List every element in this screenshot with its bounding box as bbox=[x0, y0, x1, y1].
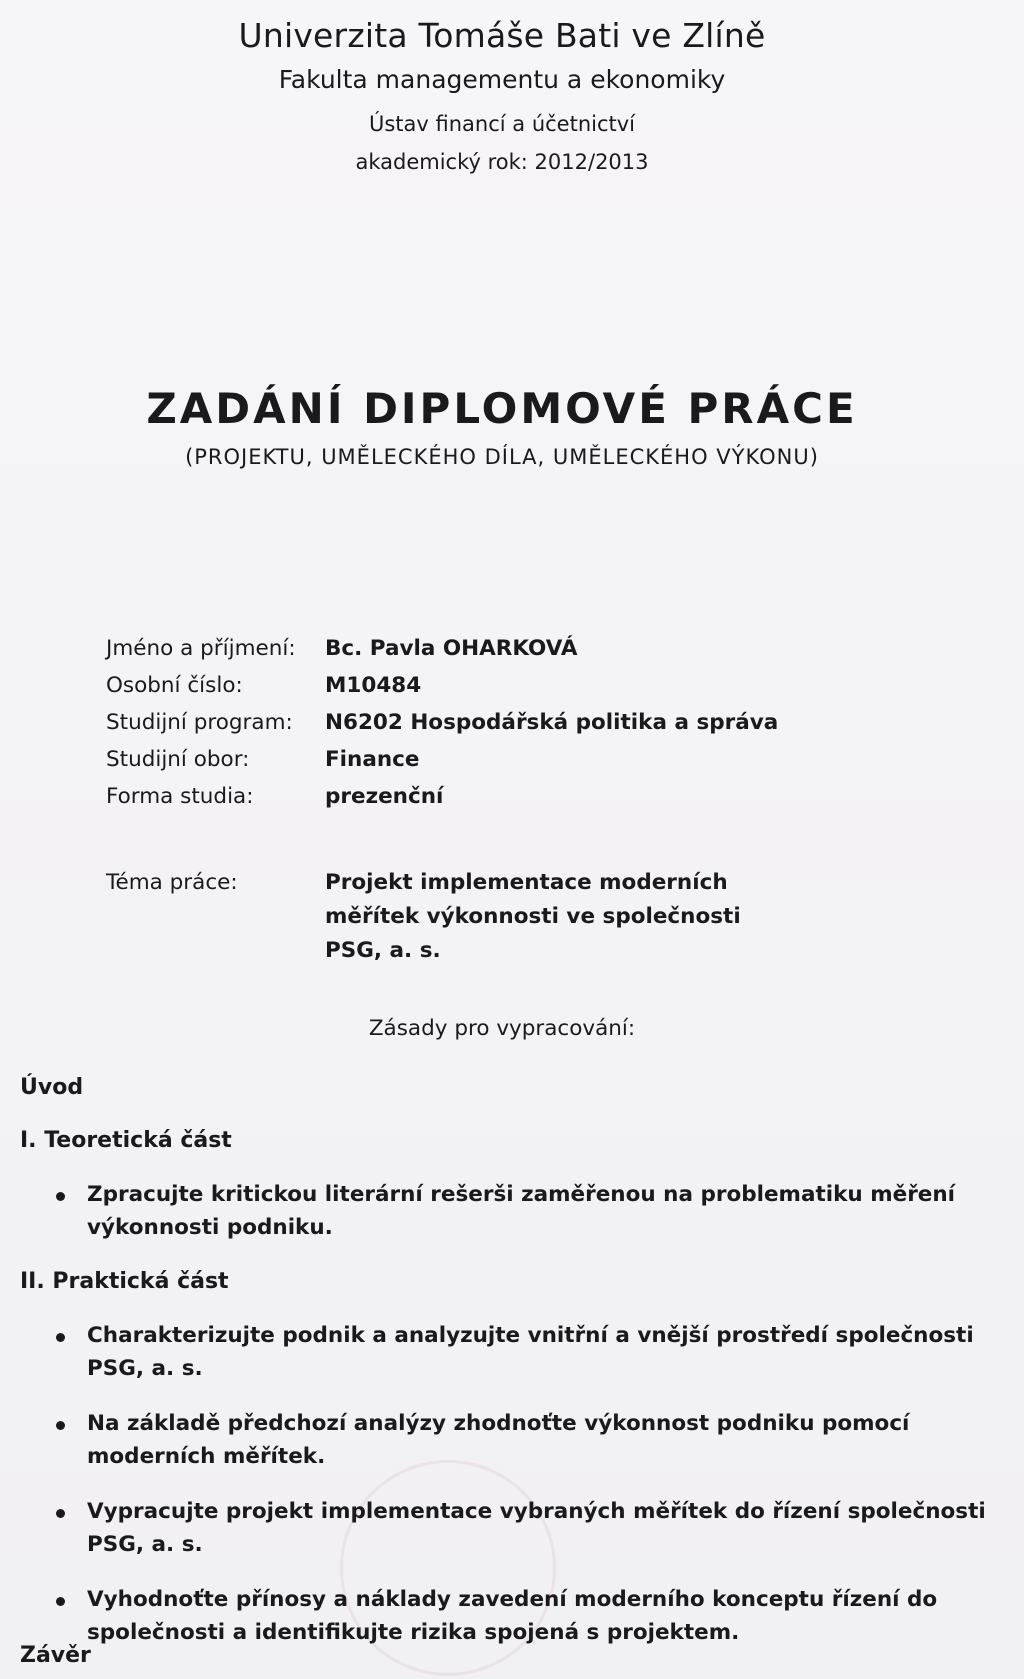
study-form-value: prezenční bbox=[325, 784, 444, 809]
list-item bbox=[48, 1583, 998, 1649]
list-item-text: Vypracujte projekt implementace vybraných měřítek do řízení společnosti PSG, a. s. bbox=[87, 1499, 986, 1557]
academic-year: akademický rok: 2012/2013 bbox=[355, 150, 649, 174]
principles-heading: Zásady pro vypracování: bbox=[368, 1016, 636, 1041]
info-row-field bbox=[106, 745, 926, 782]
student-info bbox=[106, 634, 926, 819]
section-conclusion: Závěr bbox=[20, 1643, 91, 1668]
bullet-icon bbox=[56, 1192, 65, 1201]
document-title: ZADÁNÍ DIPLOMOVÉ PRÁCE bbox=[146, 384, 858, 433]
list-item bbox=[48, 1319, 998, 1385]
university-name: Univerzita Tomáše Bati ve Zlíně bbox=[238, 16, 766, 55]
topic-value: Projekt implementace moderních měřítek výkonnosti ve společnosti PSG, a. s. bbox=[325, 870, 741, 963]
info-row-form bbox=[106, 782, 926, 819]
faculty-name: Fakulta managementu a ekonomiky bbox=[278, 65, 726, 94]
institute-name: Ústav financí a účetnictví bbox=[368, 112, 636, 136]
list-item bbox=[48, 1178, 998, 1244]
bullet-icon bbox=[56, 1421, 65, 1430]
section-theoretical-title: I. Teoretická část bbox=[20, 1128, 232, 1153]
study-field-label: Studijní obor: bbox=[106, 747, 250, 772]
study-field-value: Finance bbox=[325, 747, 420, 772]
study-form-label: Forma studia: bbox=[106, 784, 254, 809]
name-label: Jméno a příjmení: bbox=[106, 636, 296, 661]
name-value: Bc. Pavla OHARKOVÁ bbox=[325, 636, 578, 661]
bullet-icon bbox=[56, 1509, 65, 1518]
bullet-icon bbox=[56, 1597, 65, 1606]
bullet-icon bbox=[56, 1333, 65, 1342]
info-row-name bbox=[106, 634, 926, 671]
section-practical-title: II. Praktická část bbox=[20, 1269, 229, 1294]
thesis-topic bbox=[106, 866, 795, 968]
info-row-id bbox=[106, 671, 926, 708]
personal-number-label: Osobní číslo: bbox=[106, 673, 243, 698]
study-program-label: Studijní program: bbox=[106, 710, 293, 735]
list-item bbox=[48, 1407, 998, 1473]
list-item-text: Na základě předchozí analýzy zhodnoťte výkonnost podniku pomocí moderních měřítek. bbox=[87, 1411, 910, 1469]
study-program-value: N6202 Hospodářská politika a správa bbox=[325, 710, 779, 735]
list-item bbox=[48, 1495, 998, 1561]
list-item-text: Charakterizujte podnik a analyzujte vnitřní a vnější prostředí společnosti PSG, a. s. bbox=[87, 1323, 974, 1381]
theoretical-list bbox=[48, 1178, 998, 1244]
topic-label: Téma práce: bbox=[106, 870, 238, 895]
document-subtitle: (PROJEKTU, UMĚLECKÉHO DÍLA, UMĚLECKÉHO VÝKONU) bbox=[185, 445, 819, 469]
practical-list bbox=[48, 1319, 998, 1671]
section-introduction: Úvod bbox=[20, 1075, 84, 1100]
list-item-text: Vyhodnoťte přínosy a náklady zavedení moderního konceptu řízení do společnosti a identifikujte rizika spojená s projektem. bbox=[87, 1587, 938, 1645]
personal-number-value: M10484 bbox=[325, 673, 422, 698]
list-item-text: Zpracujte kritickou literární rešerši zaměřenou na problematiku měření výkonnosti podniku. bbox=[87, 1182, 956, 1240]
info-row-program bbox=[106, 708, 926, 745]
